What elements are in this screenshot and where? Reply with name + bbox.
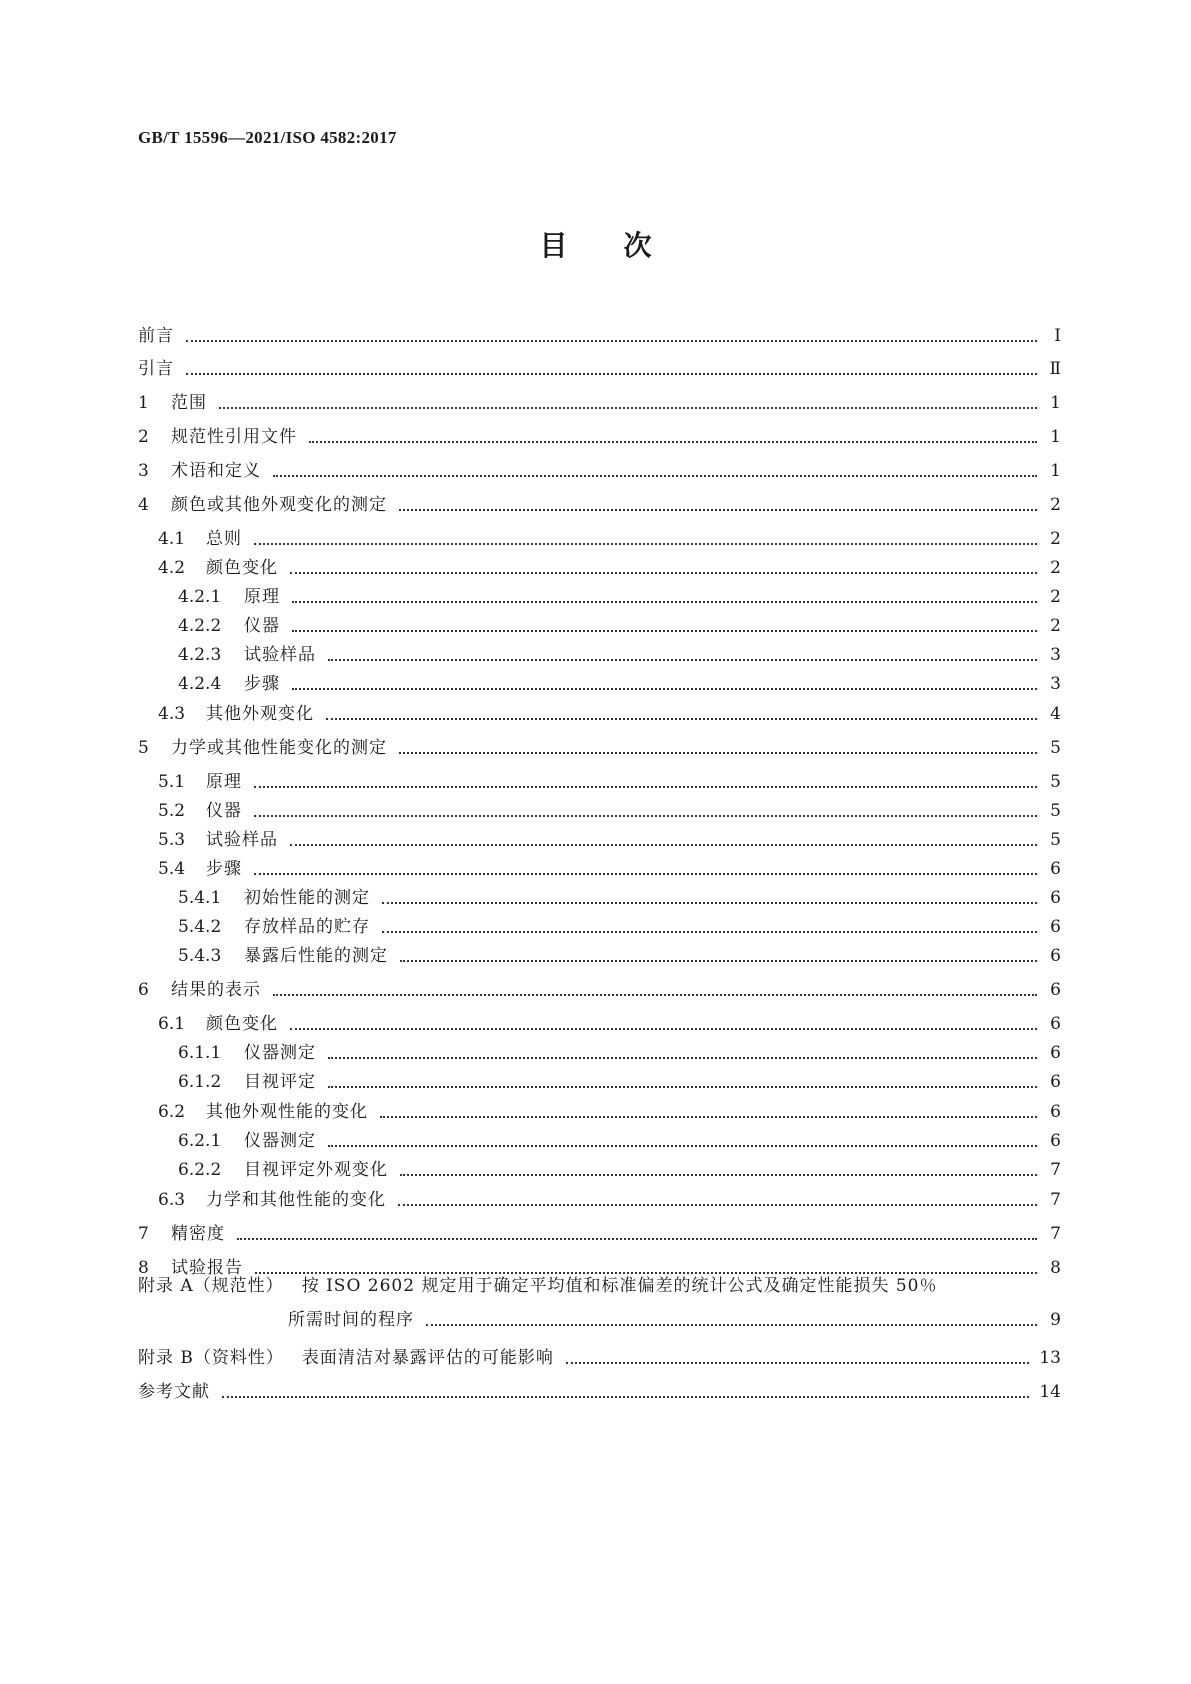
- toc-entry[interactable]: [138, 455, 1061, 483]
- toc-entry-label: 其他外观性能的变化: [206, 1102, 368, 1122]
- toc-entry-number: 6.2: [158, 1102, 186, 1122]
- toc-entry[interactable]: [138, 421, 1061, 449]
- toc-entry[interactable]: [138, 320, 1061, 348]
- toc-entry-label: 结果的表示: [171, 980, 261, 1000]
- toc-leader: [186, 340, 1037, 342]
- toc-entry-label: 试验样品: [244, 645, 316, 665]
- toc-leader: [380, 1116, 1037, 1118]
- toc-entry-page: 3: [1050, 645, 1061, 665]
- toc-entry[interactable]: [138, 1066, 1061, 1094]
- toc-entry-label: 颜色或其他外观变化的测定: [171, 495, 387, 515]
- toc-entry[interactable]: [138, 552, 1061, 580]
- toc-entry-number: 6: [138, 980, 149, 1000]
- toc-entry-label: 术语和定义: [171, 461, 261, 481]
- toc-entry[interactable]: [138, 1008, 1061, 1036]
- toc-entry-page: 2: [1050, 495, 1061, 515]
- toc-leader: [398, 1204, 1037, 1206]
- annex-b-prefix: 附录 B（资料性）: [138, 1348, 284, 1368]
- toc-leader: [382, 902, 1037, 904]
- toc-entry-bibliography[interactable]: [138, 1376, 1061, 1404]
- toc-entry-label: 规范性引用文件: [171, 427, 297, 447]
- toc-entry-label: 仪器: [206, 801, 242, 821]
- toc-entry[interactable]: [138, 489, 1061, 517]
- toc-entry[interactable]: [138, 610, 1061, 638]
- toc-entry[interactable]: [138, 911, 1061, 939]
- toc-entry-number: 6.1.1: [178, 1043, 222, 1063]
- annex-a-title-line1: 按 ISO 2602 规定用于确定平均值和标准偏差的统计公式及确定性能损失 50％: [301, 1276, 938, 1296]
- toc-leader: [254, 873, 1037, 875]
- toc-entry-label: 试验样品: [206, 830, 278, 850]
- toc-entry-annex-b[interactable]: [138, 1342, 1061, 1370]
- page-title: 目次: [539, 229, 708, 262]
- toc-leader: [399, 509, 1037, 511]
- toc-leader: [290, 1028, 1037, 1030]
- toc-entry-page: 6: [1050, 888, 1061, 908]
- toc-entry-label: 步骤: [244, 674, 280, 694]
- toc-entry-number: 4.2: [158, 558, 186, 578]
- toc-entry-number: 4.2.4: [178, 674, 222, 694]
- toc-entry-number: 5.3: [158, 830, 186, 850]
- toc-entry-page: 4: [1050, 704, 1061, 724]
- toc-leader: [426, 1324, 1037, 1326]
- toc-entry[interactable]: [138, 1096, 1061, 1124]
- annex-b-page: 13: [1039, 1348, 1061, 1368]
- toc-entry-number: 6.2.2: [178, 1160, 222, 1180]
- toc-entry-number: 6.1: [158, 1014, 186, 1034]
- toc-leader: [400, 1174, 1037, 1176]
- bibliography-label: 参考文献: [138, 1382, 210, 1402]
- toc-entry-number: 5.2: [158, 801, 186, 821]
- toc-entry-page: 6: [1050, 1131, 1061, 1151]
- toc-entry[interactable]: [138, 353, 1061, 381]
- toc-entry-label: 仪器: [244, 616, 280, 636]
- toc-leader: [566, 1362, 1029, 1364]
- toc-entry-page: 5: [1050, 738, 1061, 758]
- toc-entry-page: 6: [1050, 1072, 1061, 1092]
- toc-entry-page: 7: [1050, 1160, 1061, 1180]
- toc-leader: [326, 718, 1037, 720]
- toc-entry[interactable]: [138, 639, 1061, 667]
- toc-leader: [222, 1396, 1029, 1398]
- toc-entry[interactable]: [138, 974, 1061, 1002]
- toc-entry-number: 4.1: [158, 529, 186, 549]
- toc-entry-page: 1: [1050, 393, 1061, 413]
- toc-entry-page: 2: [1050, 529, 1061, 549]
- toc-entry-number: 6.2.1: [178, 1131, 222, 1151]
- toc-entry-number: 4.3: [158, 704, 186, 724]
- toc-entry-page: 6: [1050, 1014, 1061, 1034]
- toc-entry-label: 力学和其他性能的变化: [206, 1190, 386, 1210]
- toc-leader: [328, 1145, 1037, 1147]
- toc-entry[interactable]: [138, 1037, 1061, 1065]
- toc-entry[interactable]: [138, 824, 1061, 852]
- toc-entry-page: 5: [1050, 801, 1061, 821]
- toc-leader: [292, 688, 1037, 690]
- toc-entry[interactable]: [138, 795, 1061, 823]
- toc-entry-number: 2: [138, 427, 149, 447]
- toc-entry-page: 6: [1050, 917, 1061, 937]
- toc-entry-number: 4.2.3: [178, 645, 222, 665]
- toc-entry-page: 5: [1050, 830, 1061, 850]
- toc-entry-number: 4: [138, 495, 149, 515]
- toc-entry-label: 前言: [138, 326, 174, 346]
- toc-entry[interactable]: [138, 853, 1061, 881]
- toc-leader: [309, 441, 1037, 443]
- toc-leader: [237, 1238, 1037, 1240]
- toc-entry-page: Ⅱ: [1049, 359, 1061, 379]
- document-header: GB/T 15596—2021/ISO 4582:2017: [138, 128, 397, 147]
- toc-entry[interactable]: [138, 882, 1061, 910]
- toc-entry-number: 4.2.1: [178, 587, 222, 607]
- toc-entry-label: 其他外观变化: [206, 704, 314, 724]
- toc-entry-label: 仪器测定: [244, 1131, 316, 1151]
- toc-leader: [290, 844, 1037, 846]
- toc-entry-number: 5.4: [158, 859, 186, 879]
- toc-leader: [254, 786, 1037, 788]
- toc-entry-label: 步骤: [206, 859, 242, 879]
- toc-leader: [273, 475, 1037, 477]
- toc-entry-label: 试验报告: [171, 1258, 243, 1278]
- toc-entry-label: 目视评定外观变化: [244, 1160, 388, 1180]
- toc-leader: [254, 543, 1037, 545]
- toc-entry-label: 精密度: [171, 1224, 225, 1244]
- toc-entry[interactable]: [138, 1154, 1061, 1182]
- toc-entry-number: 5.4.3: [178, 946, 222, 966]
- toc-entry-number: 1: [138, 393, 149, 413]
- toc-entry[interactable]: [138, 668, 1061, 696]
- toc-leader: [290, 572, 1037, 574]
- toc-entry-page: Ⅰ: [1054, 326, 1061, 346]
- toc-entry-page: 5: [1050, 772, 1061, 792]
- toc-entry-label: 范围: [171, 393, 207, 413]
- toc-entry[interactable]: [138, 1218, 1061, 1246]
- toc-entry-page: 6: [1050, 946, 1061, 966]
- toc-leader: [382, 931, 1037, 933]
- toc-entry-label: 引言: [138, 359, 174, 379]
- toc-entry-label: 原理: [206, 772, 242, 792]
- toc-entry[interactable]: [138, 1125, 1061, 1153]
- toc-entry-label: 初始性能的测定: [244, 888, 370, 908]
- toc-entry-page: 7: [1050, 1190, 1061, 1210]
- toc-entry-page: 2: [1050, 587, 1061, 607]
- toc-entry-page: 6: [1050, 980, 1061, 1000]
- toc-entry-number: 5.4.2: [178, 917, 222, 937]
- toc-entry[interactable]: [138, 732, 1061, 760]
- toc-entry-page: 1: [1050, 427, 1061, 447]
- toc-entry[interactable]: [138, 698, 1061, 726]
- toc-entry[interactable]: [138, 523, 1061, 551]
- toc-entry-label: 仪器测定: [244, 1043, 316, 1063]
- toc-entry-number: 8: [138, 1258, 149, 1278]
- toc-entry-page: 2: [1050, 558, 1061, 578]
- toc-leader: [328, 659, 1037, 661]
- annex-a-prefix: 附录 A（规范性）: [138, 1276, 284, 1296]
- annex-a-page: 9: [1050, 1310, 1061, 1330]
- toc-entry-page: 6: [1050, 1102, 1061, 1122]
- toc-leader: [292, 630, 1037, 632]
- toc-entry-label: 暴露后性能的测定: [244, 946, 388, 966]
- toc-entry-label: 存放样品的贮存: [244, 917, 370, 937]
- toc-leader: [254, 815, 1037, 817]
- toc-entry-page: 7: [1050, 1224, 1061, 1244]
- toc-entry[interactable]: [138, 1184, 1061, 1212]
- toc-leader: [292, 601, 1037, 603]
- toc-entry[interactable]: [138, 766, 1061, 794]
- toc-leader: [273, 994, 1037, 996]
- toc-entry-number: 6.1.2: [178, 1072, 222, 1092]
- toc-entry-page: 8: [1050, 1258, 1061, 1278]
- toc-entry-page: 6: [1050, 859, 1061, 879]
- annex-b-title: 表面清洁对暴露评估的可能影响: [301, 1348, 554, 1368]
- toc-entry-label: 原理: [244, 587, 280, 607]
- toc-entry-number: 5.1: [158, 772, 186, 792]
- toc-leader: [400, 960, 1037, 962]
- toc-leader: [328, 1057, 1037, 1059]
- toc-leader: [328, 1086, 1037, 1088]
- toc-entry-label: 颜色变化: [206, 1014, 278, 1034]
- toc-entry-label: 目视评定: [244, 1072, 316, 1092]
- toc-leader: [399, 752, 1037, 754]
- toc-entry-number: 3: [138, 461, 149, 481]
- toc-entry-page: 1: [1050, 461, 1061, 481]
- toc-leader: [186, 373, 1037, 375]
- toc-entry-page: 6: [1050, 1043, 1061, 1063]
- toc-entry-label: 力学或其他性能变化的测定: [171, 738, 387, 758]
- toc-entry[interactable]: [138, 940, 1061, 968]
- toc-entry-label: 总则: [206, 529, 242, 549]
- toc-entry-number: 4.2.2: [178, 616, 222, 636]
- toc-entry-number: 7: [138, 1224, 149, 1244]
- toc-leader: [219, 407, 1037, 409]
- toc-entry[interactable]: [138, 387, 1061, 415]
- toc-entry-label: 颜色变化: [206, 558, 278, 578]
- toc-entry-page: 2: [1050, 616, 1061, 636]
- toc-entry[interactable]: [138, 581, 1061, 609]
- toc-entry-page: 3: [1050, 674, 1061, 694]
- bibliography-page: 14: [1039, 1382, 1061, 1402]
- annex-a-title-line2: 所需时间的程序: [288, 1310, 414, 1330]
- toc-entry-number: 5.4.1: [178, 888, 222, 908]
- toc-entry-annex-a[interactable]: [138, 1274, 1061, 1340]
- toc-entry-number: 6.3: [158, 1190, 186, 1210]
- toc-entry-number: 5: [138, 738, 149, 758]
